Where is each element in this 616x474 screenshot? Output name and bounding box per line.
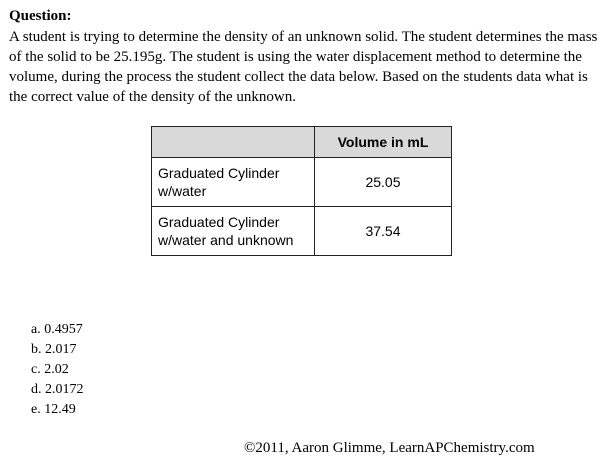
choice-e: e. 12.49 — [31, 402, 76, 417]
table-corner-cell — [152, 127, 315, 158]
table-row — [152, 158, 452, 207]
answer-choices — [31, 320, 84, 420]
question-heading: Question: — [9, 8, 72, 24]
choice-b: b. 2.017 — [31, 342, 77, 357]
table-header-row — [152, 127, 452, 158]
row-value: 37.54 — [315, 207, 452, 256]
data-table — [151, 126, 452, 256]
copyright-footer: ©2011, Aaron Glimme, LearnAPChemistry.com — [244, 440, 535, 456]
row-label: Graduated Cylinder w/water — [152, 158, 315, 207]
row-label: Graduated Cylinder w/water and unknown — [152, 207, 315, 256]
choice-a: a. 0.4957 — [31, 322, 83, 337]
table-row — [152, 207, 452, 256]
volume-header: Volume in mL — [315, 127, 452, 158]
choice-d: d. 2.0172 — [31, 382, 84, 397]
row-value: 25.05 — [315, 158, 452, 207]
choice-c: c. 2.02 — [31, 362, 69, 377]
question-text: A student is trying to determine the density of an unknown solid. The student determines the mass of the solid to be 25.195g. The student is using the water displacement method to determine the volume, during the process the student collect the data below. Based on the students data what is the correct value of the density of the unknown. — [9, 29, 598, 105]
